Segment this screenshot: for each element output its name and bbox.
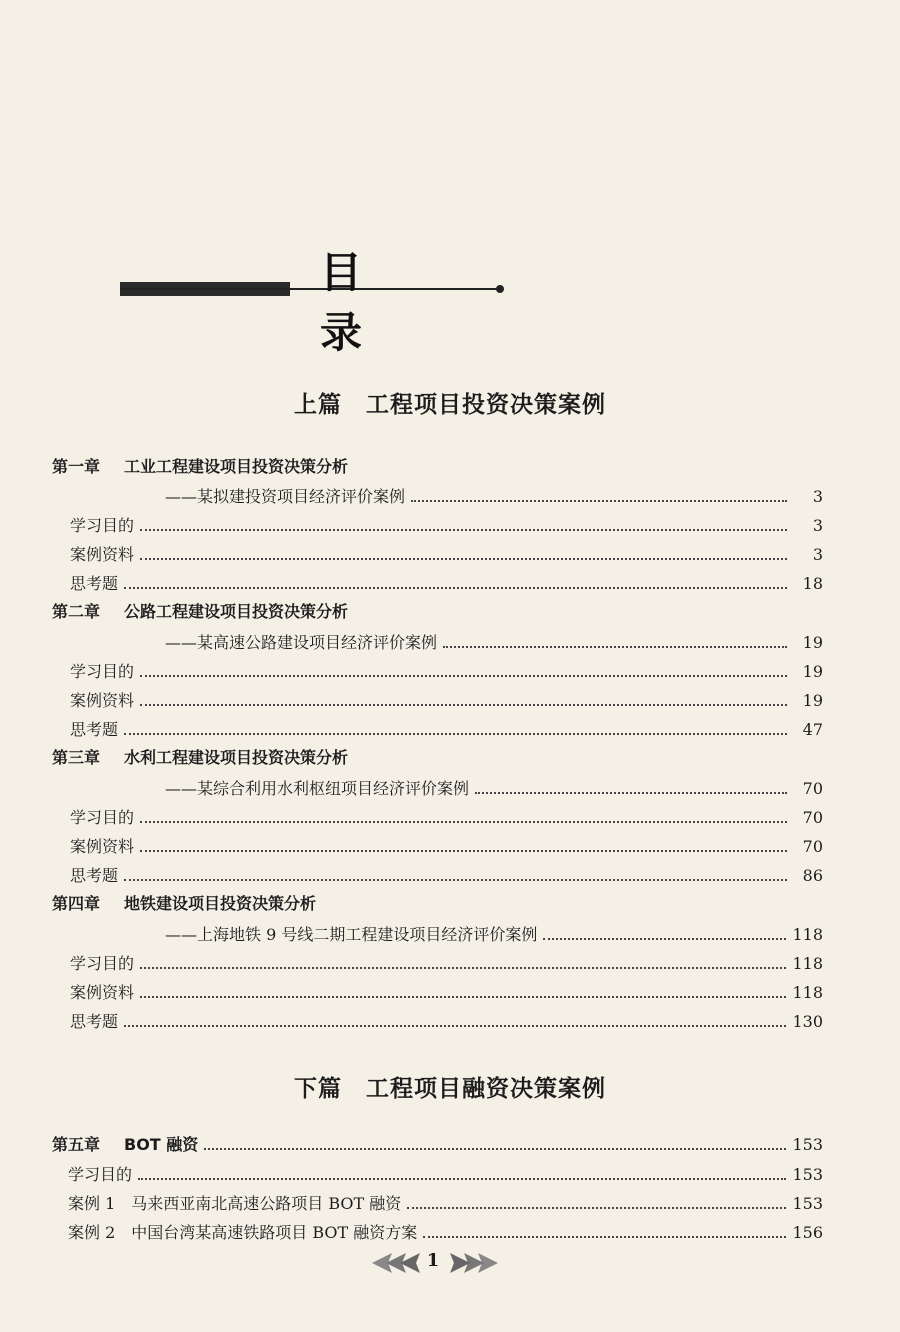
chapter-title: BOT 融资 [124, 1135, 199, 1154]
entry-page: 153 [792, 1194, 823, 1213]
entry-page: 19 [802, 662, 823, 681]
entry-label: 学习目的 [70, 662, 135, 681]
toc-entry-ch4-item-1[interactable] [70, 952, 823, 976]
page-title: 目录 [320, 248, 423, 357]
entry-label: 思考题 [70, 574, 119, 593]
dot-leader [124, 733, 787, 735]
dot-leader [140, 529, 787, 531]
entry-label: 学习目的 [70, 516, 135, 535]
dot-leader [407, 1207, 786, 1209]
entry-page: 3 [812, 487, 823, 506]
entry-label: 学习目的 [70, 808, 135, 827]
chapter-3-heading[interactable] [52, 746, 348, 770]
toc-entry-ch4-item-3[interactable] [70, 1010, 823, 1034]
entry-page: 70 [802, 779, 823, 798]
toc-title-block [120, 240, 510, 357]
toc-entry-ch1-subtitle[interactable] [165, 485, 823, 509]
dot-leader [140, 558, 787, 560]
entry-page: 19 [802, 633, 823, 652]
toc-entry-ch4-subtitle[interactable] [165, 923, 823, 947]
entry-label: 案例资料 [70, 691, 135, 710]
entry-label: 思考题 [70, 720, 119, 739]
toc-entry-ch3-item-2[interactable] [70, 835, 823, 859]
toc-entry-ch2-item-2[interactable] [70, 689, 823, 713]
dot-leader [543, 938, 786, 940]
chapter-number: 第二章 [52, 602, 101, 621]
chapter-title: 工业工程建设项目投资决策分析 [124, 457, 349, 476]
dot-leader [140, 675, 787, 677]
dot-leader [124, 879, 787, 881]
chapter-number: 第一章 [52, 457, 101, 476]
page-footer [0, 1248, 900, 1278]
dot-leader [140, 850, 787, 852]
toc-entry-ch3-item-1[interactable] [70, 806, 823, 830]
entry-page: 118 [792, 983, 823, 1002]
entry-page: 18 [802, 574, 823, 593]
entry-page: 130 [792, 1012, 823, 1031]
dot-leader [140, 967, 786, 969]
entry-page: 47 [802, 720, 823, 739]
dot-leader [475, 792, 787, 794]
entry-label: 案例 2 中国台湾某高速铁路项目 BOT 融资方案 [68, 1223, 418, 1242]
entry-page: 118 [792, 925, 823, 944]
entry-page: 19 [802, 691, 823, 710]
chapter-1-heading[interactable] [52, 455, 348, 479]
entry-page: 3 [812, 545, 823, 564]
dot-leader [124, 1025, 786, 1027]
chapter-title: 公路工程建设项目投资决策分析 [124, 602, 349, 621]
entry-page: 70 [802, 808, 823, 827]
toc-entry-ch5-item-1[interactable] [68, 1163, 823, 1187]
entry-label: 案例资料 [70, 837, 135, 856]
dot-leader [140, 996, 786, 998]
chapter-number: 第三章 [52, 748, 101, 767]
dot-leader [204, 1148, 786, 1150]
entry-label: 学习目的 [68, 1165, 133, 1184]
dot-leader [411, 500, 787, 502]
part-heading-1: 上篇 工程项目投资决策案例 [294, 391, 606, 418]
chapter-2-heading[interactable] [52, 600, 348, 624]
entry-label: 案例资料 [70, 545, 135, 564]
chapter-number: 第五章 [52, 1135, 101, 1154]
dot-leader [443, 646, 787, 648]
entry-label: 思考题 [70, 1012, 119, 1031]
entry-label: ——上海地铁 9 号线二期工程建设项目经济评价案例 [165, 925, 538, 944]
toc-entry-ch3-subtitle[interactable] [165, 777, 823, 801]
toc-entry-ch5-item-3[interactable] [68, 1221, 823, 1245]
toc-entry-ch1-item-2[interactable] [70, 543, 823, 567]
entry-page: 86 [802, 866, 823, 885]
chapter-title: 地铁建设项目投资决策分析 [124, 894, 317, 913]
part-heading-2: 下篇 工程项目融资决策案例 [294, 1075, 606, 1102]
entry-label: 思考题 [70, 866, 119, 885]
entry-label: 案例资料 [70, 983, 135, 1002]
toc-entry-ch5-item-2[interactable] [68, 1192, 823, 1216]
entry-page: 153 [792, 1165, 823, 1184]
dot-leader [138, 1178, 786, 1180]
entry-page: 156 [792, 1223, 823, 1242]
chapter-5-heading[interactable] [52, 1133, 823, 1157]
dot-leader [423, 1236, 786, 1238]
toc-entry-ch1-item-3[interactable] [70, 572, 823, 596]
entry-page: 3 [812, 516, 823, 535]
chapter-number: 第四章 [52, 894, 101, 913]
dot-leader [124, 587, 787, 589]
entry-page: 118 [792, 954, 823, 973]
toc-entry-ch2-item-1[interactable] [70, 660, 823, 684]
chapter-4-heading[interactable] [52, 892, 316, 916]
entry-label: ——某拟建投资项目经济评价案例 [165, 487, 406, 506]
toc-entry-ch3-item-3[interactable] [70, 864, 823, 888]
dot-leader [140, 821, 787, 823]
entry-label: ——某综合利用水利枢纽项目经济评价案例 [165, 779, 470, 798]
toc-entry-ch2-subtitle[interactable] [165, 631, 823, 655]
toc-entry-ch4-item-2[interactable] [70, 981, 823, 1005]
dot-leader [140, 704, 787, 706]
toc-entry-ch2-item-3[interactable] [70, 718, 823, 742]
entry-page: 153 [792, 1135, 823, 1154]
toc-entry-ch1-item-1[interactable] [70, 514, 823, 538]
entry-page: 70 [802, 837, 823, 856]
page-number: 1 [426, 1250, 440, 1271]
entry-label: ——某高速公路建设项目经济评价案例 [165, 633, 438, 652]
entry-label: 案例 1 马来西亚南北高速公路项目 BOT 融资 [68, 1194, 402, 1213]
entry-label: 学习目的 [70, 954, 135, 973]
chapter-title: 水利工程建设项目投资决策分析 [124, 748, 349, 767]
